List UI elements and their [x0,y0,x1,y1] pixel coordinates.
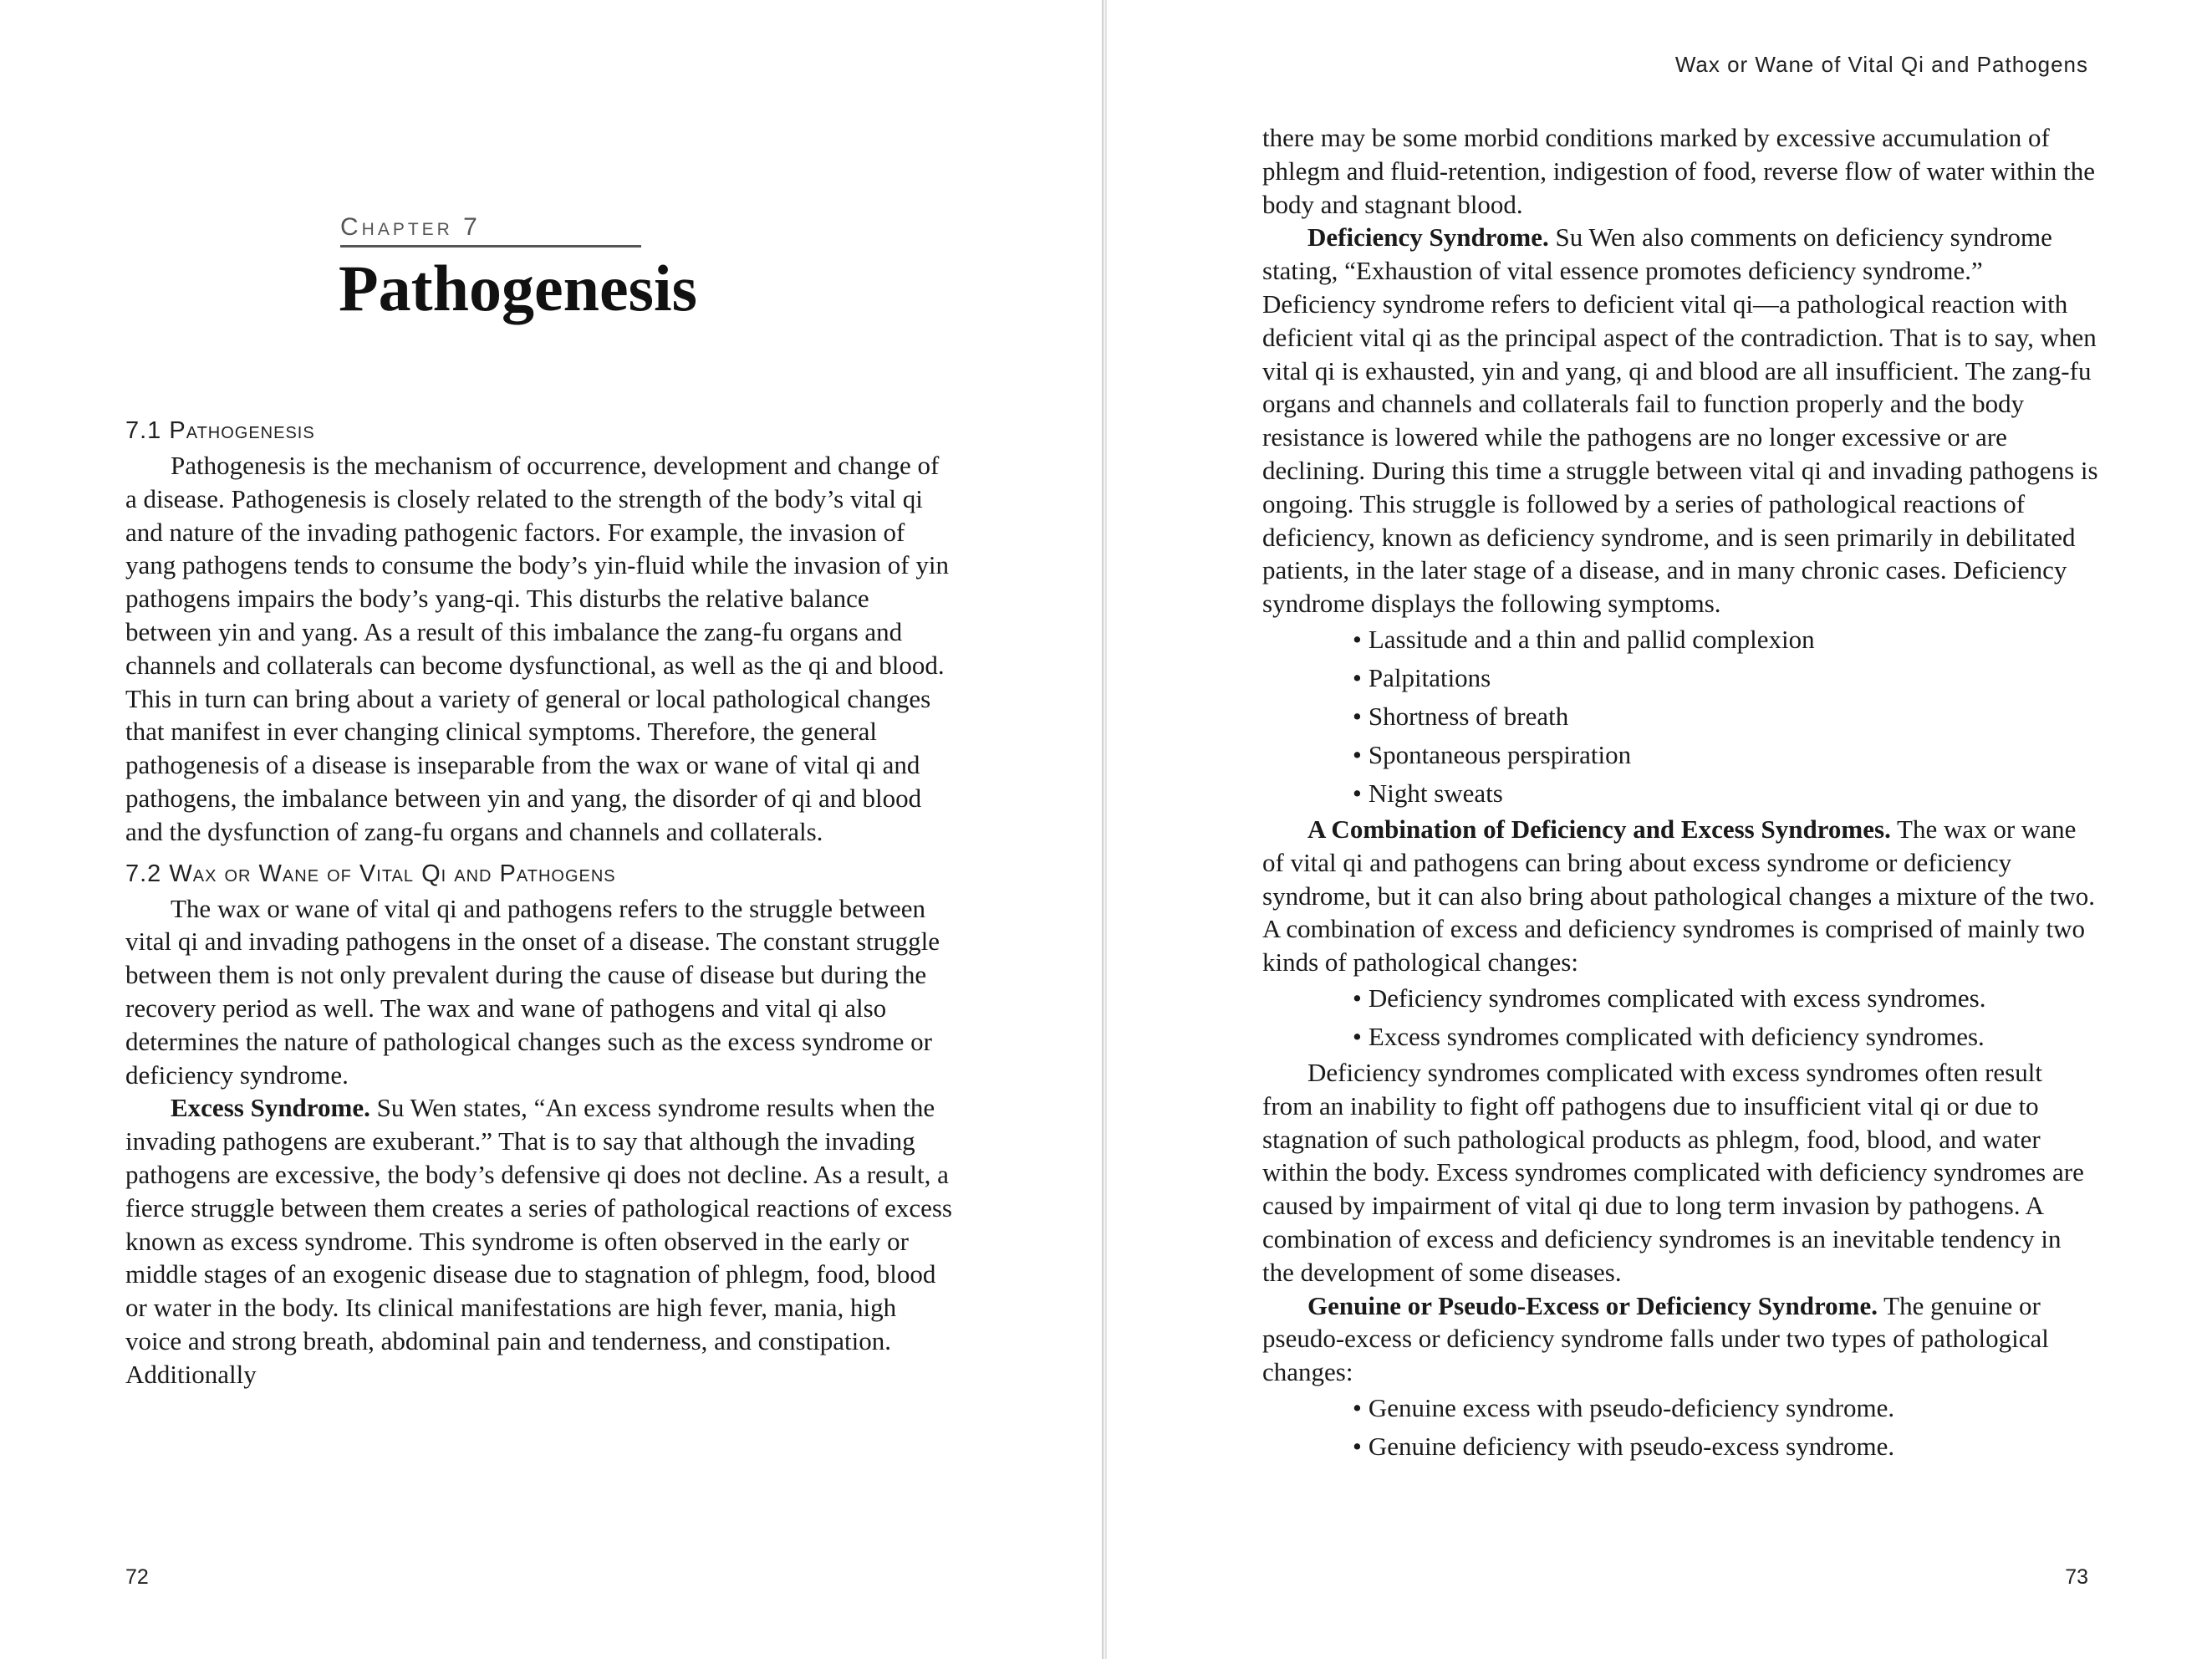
deficiency-syndrome-text: Su Wen also comments on deficiency syndrome stating, “Exhaustion of vital essence promotes deficiency syndrome.” Deficiency syndrome refers to deficient vital qi—a pathological reaction with deficient vital qi as the principal aspect of the contradiction. That is to say, when vital qi is exhausted, yin and yang, qi and blood are all insufficient. The zang-fu organs and channels and collaterals fail to function properly and the body resistance is lowered while the pathogens are no longer excessive or are declining. During this time a struggle between vital qi and invading pathogens is ongoing. This struggle is followed by a series of pathological reactions of deficiency, known as deficiency syndrome, and is seen primarily in debilitated patients, in the later stage of a disease, and in many chronic cases. Deficiency syndrome displays the following symptoms. [1262,222,2098,619]
pathogenesis-paragraph: Pathogenesis is the mechanism of occurrence, development and change of a disease. Pathogenesis is closely related to the strength of the body’s vital qi and nature of the invading pathogenic factors. For example, the invasion of yang pathogens tends to consume the body’s yin-fluid while the invasion of yin pathogens impairs the body’s yang-qi. This disturbs the relative balance between yin and yang. As a result of this imbalance the zang-fu organs and channels and collaterals can become dysfunctional, as well as the qi and blood. This in turn can bring about a variety of general or local pathological changes that manifest in ever changing clinical symptoms. Therefore, the general pathogenesis of a disease is inseparable from the wax or wane of vital qi and pathogens, the imbalance between yin and yang, the disorder of qi and blood and the dysfunction of zang-fu organs and channels and collaterals. [125,451,949,846]
combination-list [1262,979,2098,1056]
list-item: • Palpitations [1353,659,2098,697]
wax-wane-paragraph: The wax or wane of vital qi and pathogens refers to the struggle between vital qi and invading pathogens in the onset of a disease. The constant struggle between them is not only prevalent during the cause of disease but during the recovery period as well. The wax and wane of pathogens and vital qi also determines the nature of pathological changes such as the excess syndrome or deficiency syndrome. [125,893,940,1090]
deficiency-syndrome-heading: Deficiency Syndrome. [1307,222,1549,253]
left-body [125,414,953,1391]
chapter-title: Pathogenesis [339,252,697,324]
right-body [1262,121,2098,1466]
combination-detail-paragraph: Deficiency syndromes complicated with excess syndromes often result from an inability to fight off pathogens due to insufficient vital qi or due to stagnation of such pathological products as phlegm, food, blood, and water within the body. Excess syndromes complicated with deficiency syndromes are caused by impairment of vital qi due to long term invasion by pathogens. A combination of excess and deficiency syndromes is an inevitable tendency in the development of some diseases. [1262,1057,2084,1287]
genuine-pseudo-list [1262,1389,2098,1466]
list-item: • Lassitude and a thin and pallid complexion [1353,620,2098,659]
list-item: • Excess syndromes complicated with deficiency syndromes. [1353,1018,2098,1056]
combination-heading: A Combination of Deficiency and Excess Syndromes. [1307,814,1891,844]
list-item: • Night sweats [1353,774,2098,813]
genuine-pseudo-paragraph [1262,1289,2098,1389]
list-item: • Genuine deficiency with pseudo-excess syndrome. [1353,1427,2098,1466]
left-page [0,0,1103,1659]
excess-syndrome-text: Su Wen states, “An excess syndrome results when the invading pathogens are exuberant.” That is to say that although the invading pathogens are excessive, the body’s defensive qi does not decline. As a result, a fierce struggle between them creates a series of pathological reactions of excess known as excess syndrome. This syndrome is often observed in the early or middle stages of an exogenic disease due to stagnation of phlegm, food, blood or water in the body. Its clinical manifestations are high fever, mania, high voice and strong breath, abdominal pain and tenderness, and constipation. Additionally [125,1093,952,1389]
section-heading-7-2: 7.2 Wax or Wane of Vital Qi and Pathogens [125,860,616,887]
section-heading-7-1: 7.1 Pathogenesis [125,417,315,444]
chapter-rule [340,245,641,248]
list-item: • Shortness of breath [1353,697,2098,736]
chapter-label: Chapter 7 [340,213,481,241]
excess-syndrome-heading: Excess Syndrome. [171,1093,370,1123]
combination-text: The wax or wane of vital qi and pathogens can bring about excess syndrome or deficiency syndrome, but it can also bring about pathological changes a mixture of the two. A combination of excess and deficiency syndromes is comprised of mainly two kinds of pathological changes: [1262,814,2096,978]
page-number-left: 72 [125,1565,149,1589]
list-item: • Genuine excess with pseudo-deficiency syndrome. [1353,1389,2098,1427]
continued-paragraph: there may be some morbid conditions marked by excessive accumulation of phlegm and fluid-retention, indigestion of food, reverse flow of water within the body and stagnant blood. [1262,123,2096,219]
combination-paragraph [1262,813,2098,979]
genuine-pseudo-text: The genuine or pseudo-excess or deficiency syndrome falls under two types of pathological changes: [1262,1290,2049,1387]
list-item: • Deficiency syndromes complicated with excess syndromes. [1353,979,2098,1018]
page-number-right: 73 [2065,1565,2088,1589]
excess-syndrome-paragraph [125,1091,953,1391]
deficiency-symptom-list [1262,620,2098,813]
deficiency-syndrome-paragraph [1262,221,2098,620]
right-page [1105,0,2212,1659]
list-item: • Spontaneous perspiration [1353,736,2098,774]
running-head: Wax or Wane of Vital Qi and Pathogens [1674,52,2088,77]
genuine-pseudo-heading: Genuine or Pseudo-Excess or Deficiency Syndrome. [1307,1290,1878,1320]
